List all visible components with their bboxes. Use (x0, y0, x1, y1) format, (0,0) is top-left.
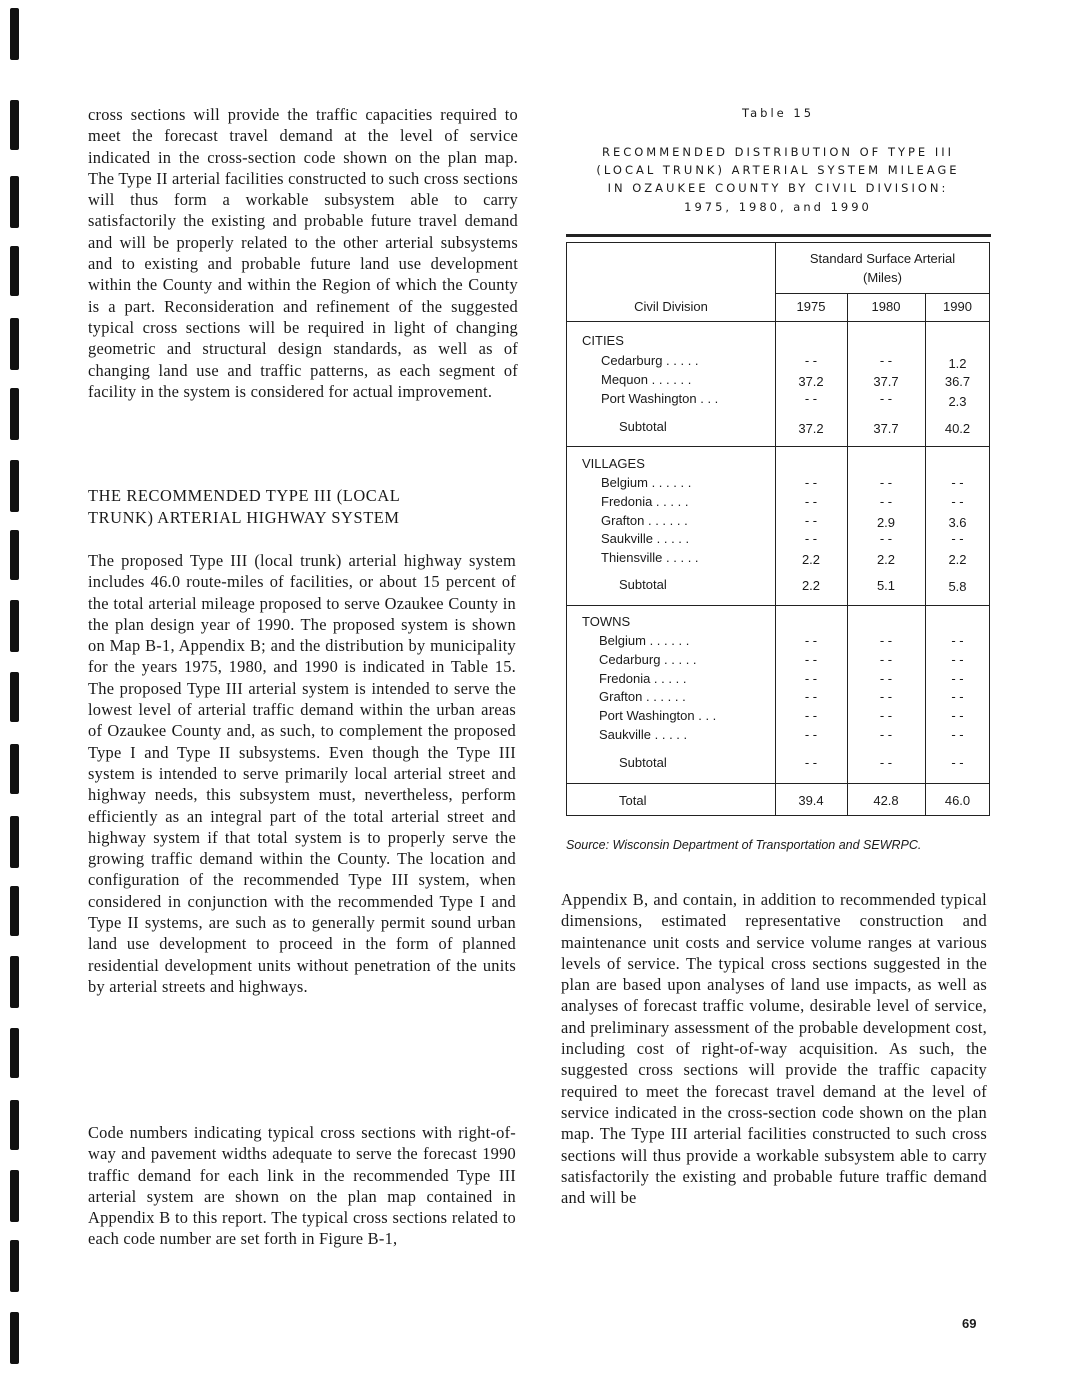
cell-value: - - (879, 727, 893, 742)
header-units: (Miles) (863, 270, 902, 285)
cell-value: - - (951, 727, 964, 742)
body-paragraph-1: cross sections will provide the traffic capacities required to meet the forecast travel demand at the level of service indicated in the cross-section code shown on the plan map. The Type II arterial facilities constructed to such cross sections will thus form a workable subsystem able to carry satisfactorily the existing and probable future travel demand and will be properly related to the other arterial subsystems and to existing and probable future land use development within the County and within the Region of which the County is a part. Reconsideration and refinement of the suggested typical cross sections will be required in light of changing geometric and structural design standards, as well as of changing land use and traffic patterns, as each segment of facility in the system is considered for actual improvement. (88, 105, 518, 401)
table-hline (567, 446, 990, 447)
subtotal-value: 5.8 (948, 579, 967, 594)
cell-value: - - (879, 633, 893, 648)
table-label: Table 15 (741, 106, 815, 120)
cell-value: - - (951, 494, 964, 509)
table-caption-line-2: (LOCAL TRUNK) ARTERIAL SYSTEM MILEAGE (596, 163, 960, 177)
row-label: Belgium . . . . . . (601, 475, 692, 490)
cell-value: - - (804, 513, 818, 528)
cell-value: - - (879, 353, 893, 368)
total-value: 39.4 (798, 793, 824, 808)
subtotal-value: - - (951, 755, 964, 770)
subtotal-label: Subtotal (619, 419, 667, 434)
cell-value: - - (804, 391, 818, 406)
cell-value: - - (951, 652, 964, 667)
cell-value: 36.7 (944, 374, 971, 389)
cell-value: 2.2 (876, 552, 896, 567)
header-year-1980: 1980 (871, 299, 901, 314)
cell-value: - - (804, 475, 818, 490)
table-hline (567, 783, 990, 784)
row-label: Saukville . . . . . (599, 727, 688, 742)
right-body-paragraph: Appendix B, and contain, in addition to recommended typical dimensions, estimated representative construction and maintenance unit costs and service volume ranges at various levels of service. The typical cross sections suggested in the plan are based upon analyses of land use impacts, as well as analyses of forecast traffic volume, desirable level of service, and preliminary assessment of the probable development cost, including cost of right-of-way acquisition. As such, the suggested cross sections will provide the traffic capacity required to meet the forecast travel demand at the level of service indicated in the cross-section code shown on the plan map. The Type III arterial facilities constructed to such cross sections will thus provide a workable subsystem able to carry satisfactorily the existing and probable future traffic demand and will be (561, 890, 987, 1208)
binder-marks (10, 0, 22, 1380)
row-label: Saukville . . . . . (601, 531, 690, 546)
cell-value: - - (804, 671, 818, 686)
cell-value: - - (951, 708, 964, 723)
cell-value: - - (804, 353, 818, 368)
cell-value: 37.2 (798, 374, 824, 389)
total-value: 42.8 (873, 793, 899, 808)
subtotal-value: 40.2 (944, 421, 971, 436)
subtotal-label: Subtotal (619, 577, 667, 592)
cell-value: - - (879, 652, 893, 667)
subtotal-value: - - (804, 755, 818, 770)
section-heading-line-2: TRUNK) ARTERIAL HIGHWAY SYSTEM (88, 508, 400, 527)
subtotal-value: - - (879, 755, 893, 770)
row-label: Grafton . . . . . . (601, 513, 688, 528)
row-label: Port Washington . . . (601, 391, 719, 406)
cell-value: - - (879, 671, 893, 686)
cell-value: - - (804, 494, 818, 509)
subtotal-value: 37.7 (873, 421, 899, 436)
table-hline (567, 321, 990, 322)
header-year-1990: 1990 (943, 299, 972, 314)
table-hline (567, 605, 990, 606)
mileage-table (566, 242, 990, 816)
cell-value: 2.3 (948, 394, 967, 409)
subtotal-value: 37.2 (798, 421, 824, 436)
cell-value: - - (879, 494, 893, 509)
subtotal-label: Subtotal (619, 755, 667, 770)
cell-value: - - (804, 708, 818, 723)
cell-value: - - (879, 689, 893, 704)
header-year-1975: 1975 (796, 299, 826, 314)
row-label: Grafton . . . . . . (599, 689, 686, 704)
cell-value: - - (951, 671, 964, 686)
header-group: Standard Surface Arterial (809, 251, 956, 266)
section-title-villages: VILLAGES (582, 456, 645, 471)
table-top-rule (566, 234, 991, 237)
cell-value: - - (804, 652, 818, 667)
section-heading-line-1: THE RECOMMENDED TYPE III (LOCAL (88, 486, 401, 505)
row-label: Port Washington . . . (599, 708, 717, 723)
cell-value: - - (804, 727, 818, 742)
cell-value: - - (804, 633, 818, 648)
row-label: Fredonia . . . . . (601, 494, 689, 509)
row-label: Cedarburg . . . . . (601, 353, 699, 368)
cell-value: - - (879, 531, 893, 546)
cell-value: - - (804, 531, 818, 546)
cell-value: - - (879, 391, 893, 406)
page-number: 69 (962, 1316, 977, 1331)
row-label: Fredonia . . . . . (599, 671, 687, 686)
section-title-towns: TOWNS (582, 614, 631, 629)
table-hline (775, 293, 990, 294)
table-caption-line-3: IN OZAUKEE COUNTY BY CIVIL DIVISION: (607, 181, 949, 195)
cell-value: - - (879, 708, 893, 723)
cell-value: 2.2 (801, 552, 821, 567)
cell-value: - - (951, 633, 964, 648)
cell-value: - - (951, 689, 964, 704)
body-paragraph-3: Code numbers indicating typical cross sections with right-of-way and pavement widths adequate to serve the forecast 1990 traffic demand for each link in the recommended Type III arterial system are shown on the plan map contained in Appendix B to this report. The typical cross sections related to each code number are set forth in Figure B-1, (88, 1123, 516, 1249)
table-source-note: Source: Wisconsin Department of Transportation and SEWRPC. (566, 838, 922, 852)
table-caption-line-4: 1975, 1980, and 1990 (684, 200, 872, 214)
subtotal-value: 5.1 (876, 578, 896, 593)
cell-value: 2.2 (948, 552, 967, 567)
cell-value: - - (804, 689, 818, 704)
total-label: Total (619, 793, 647, 808)
cell-value: - - (879, 475, 893, 490)
cell-value: 3.6 (948, 515, 967, 530)
cell-value: - - (951, 475, 964, 490)
cell-value: - - (951, 531, 964, 546)
table-caption-line-1: RECOMMENDED DISTRIBUTION OF TYPE III (601, 145, 955, 159)
row-label: Thiensville . . . . . (601, 550, 699, 565)
row-label: Mequon . . . . . . (601, 372, 692, 387)
total-value: 46.0 (944, 793, 971, 808)
body-paragraph-2: The proposed Type III (local trunk) arterial highway system includes 46.0 route-miles of facilities, or about 15 percent of the total arterial mileage proposed to serve Ozaukee County in the plan design year of 1990. The proposed system is shown on Map B-1, Appendix B; and the distribution by municipality for the years 1975, 1980, and 1990 is indicated in Table 15. The proposed Type III arterial system is intended to serve the lowest level of arterial traffic demand within the urban areas of Ozaukee County and, as such, to complement the proposed Type I and Type II subsystems. Even though the Type III system is intended to serve primarily local arterial street and highway needs, this subsystem must, nevertheless, perform efficiently as an integral part of the total arterial street and highway system if that total system is to properly serve the growing traffic demand within the County. The location and configuration of the recommended Type III system, when considered in conjunction with the recommended Type I and Type II systems, are such as to generally permit sound urban land use development to proceed in the form of planned residential development units without penetration of the units by arterial streets and highways. (88, 551, 516, 996)
cell-value: 2.9 (876, 515, 896, 530)
header-civil-division: Civil Division (634, 299, 708, 314)
section-title-cities: CITIES (582, 333, 624, 348)
row-label: Cedarburg . . . . . (599, 652, 697, 667)
cell-value: 37.7 (873, 374, 899, 389)
row-label: Belgium . . . . . . (599, 633, 690, 648)
cell-value: 1.2 (948, 356, 967, 371)
subtotal-value: 2.2 (801, 578, 821, 593)
